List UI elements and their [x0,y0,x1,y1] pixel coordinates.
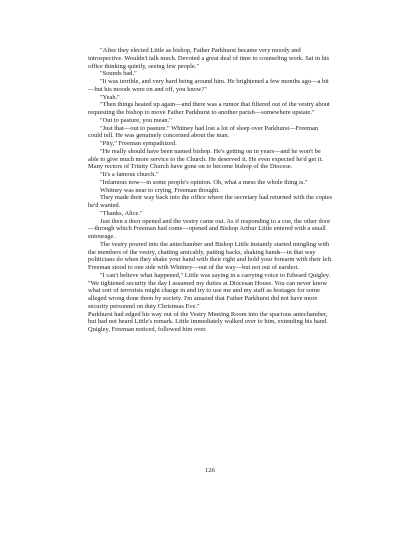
paragraph: Just then a door opened and the vestry came out. As if responding to a cue, the other door—through which Freeman had come—opened and Bishop Arthur Little entered with a small entourage. [88,217,331,240]
paragraph: Parkhurst had edged his way out of the Vestry Meeting Room into the spacious antechamber, but had not heard Little's remark. Little immediately walked over to him, extending his hand. Quigley, Freeman noticed, followed him over. [88,310,328,333]
paragraph: "Yeah." [100,93,120,101]
paragraph: "Sounds bad." [100,70,137,78]
paragraph: "Just that—out to pasture." Whitney had lost a lot of sleep over Parkhurst—Freeman could tell. He was genuinely concerned about the man. [88,124,319,140]
paragraph: "Pity," Freeman sympathized. [100,140,177,147]
paragraph: "Thanks, Alice." [100,209,143,217]
paragraph: "Out to pasture, you mean." [100,116,172,124]
paragraph: "It was terrible, and very hard being around him. He brightened a few months ago—a bit—but his moods were on and off, you know?" [88,78,329,93]
paragraph: "Infamous now—in some people's opinion. Oh, what a mess the whole thing is." [100,178,308,186]
page-body-text [88,47,333,334]
paragraph: "It's a famous church." [100,171,159,178]
paragraph: "After they elected Little as bishop, Father Parkhurst became very moody and introspective. Wouldn't talk much. Devoted a great deal of time to counseling work. Sat in his office thinking quietly, seeing few people." [88,47,330,70]
paragraph: Whitney was near to crying, Freeman thought. [100,186,220,194]
paragraph: They made their way back into the office where the secretary had returned with the copies he'd wanted. [88,194,333,209]
paragraph: "He really should have been named bishop. He's getting on in years—and he won't be able to give much more service to the Church. He deserved it. He even expected he'd get it. Many rectors of Trinity Church have gone on to become bishop of the Diocese. [88,147,323,171]
paragraph: "I can't believe what happened," Little was saying in a carrying voice to Edward Quigley. "We tightened security the day I assumed my duties at Diocesan House. You can never know what sort of terrorists might charge in and try to use me and my staff as hostages for some alleged wrong done them by society. I'm amazed that Father Parkhurst did not have more security personnel on duty Christmas Eve." [88,271,331,310]
paragraph: "Then things heated up again—and there was a rumor that filtered out of the vestry about requesting the bishop to move Father Parkhurst to another parish—somewhere upstate." [88,101,330,116]
page-number: 126 [205,467,215,474]
paragraph: The vestry poured into the antechamber and Bishop Little instantly started mingling with the members of the vestry, chatting amicably, patting backs, shaking hands—in that way politicians do when they shake your hand with their right and hold your forearm with their left. Freeman stood to one side with Whitney—out of the way—but not out of earshot. [88,240,333,271]
